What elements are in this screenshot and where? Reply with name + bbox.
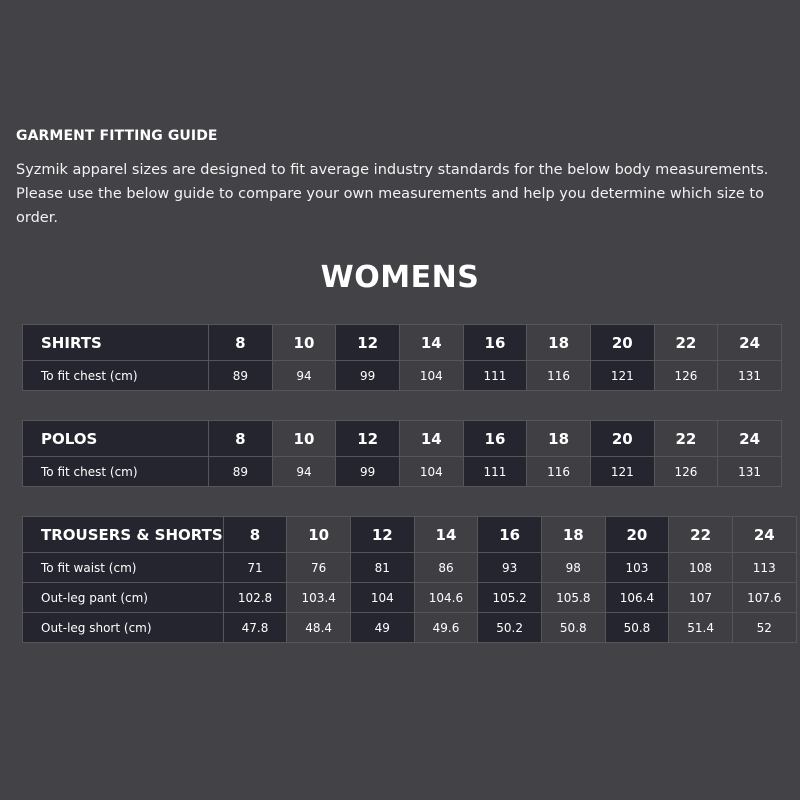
- size-table: [22, 420, 782, 487]
- size-header-cell: 12: [336, 325, 400, 361]
- guide-intro-text: Syzmik apparel sizes are designed to fit average industry standards for the below body measurements. Please use the below guide to compare your own measurements and help you determine which size to order.: [16, 162, 769, 226]
- measurement-value-cell: 103: [605, 553, 669, 583]
- measurement-label: Out-leg short (cm): [23, 613, 224, 643]
- measurement-value-cell: 116: [527, 361, 591, 391]
- measurement-label: To fit chest (cm): [23, 361, 209, 391]
- table-row: [23, 457, 782, 487]
- measurement-value-cell: 104: [350, 583, 414, 613]
- size-header-cell: 20: [590, 325, 654, 361]
- size-table: [22, 324, 782, 391]
- measurement-value-cell: 131: [718, 457, 782, 487]
- measurement-value-cell: 81: [350, 553, 414, 583]
- table-title: SHIRTS: [23, 325, 209, 361]
- measurement-value-cell: 108: [669, 553, 733, 583]
- table-title: TROUSERS & SHORTS: [23, 517, 224, 553]
- section-title-womens: WOMENS: [320, 260, 480, 295]
- measurement-value-cell: 49: [350, 613, 414, 643]
- size-header-cell: 18: [541, 517, 605, 553]
- table-header-row: [23, 517, 797, 553]
- size-header-cell: 8: [209, 421, 273, 457]
- measurement-value-cell: 76: [287, 553, 351, 583]
- size-header-cell: 8: [209, 325, 273, 361]
- size-header-cell: 16: [478, 517, 542, 553]
- table-title: POLOS: [23, 421, 209, 457]
- measurement-value-cell: 52: [732, 613, 796, 643]
- measurement-value-cell: 50.2: [478, 613, 542, 643]
- measurement-value-cell: 49.6: [414, 613, 478, 643]
- table-row: [23, 361, 782, 391]
- measurement-value-cell: 121: [590, 457, 654, 487]
- size-table: [22, 516, 797, 643]
- measurement-value-cell: 106.4: [605, 583, 669, 613]
- size-header-cell: 10: [272, 421, 336, 457]
- measurement-value-cell: 121: [590, 361, 654, 391]
- size-header-cell: 10: [272, 325, 336, 361]
- measurement-label: To fit chest (cm): [23, 457, 209, 487]
- size-header-cell: 18: [527, 421, 591, 457]
- size-header-cell: 8: [223, 517, 287, 553]
- size-header-cell: 16: [463, 421, 527, 457]
- guide-title: GARMENT FITTING GUIDE: [16, 128, 218, 144]
- measurement-value-cell: 105.2: [478, 583, 542, 613]
- measurement-value-cell: 99: [336, 361, 400, 391]
- size-header-cell: 14: [399, 325, 463, 361]
- size-header-cell: 20: [605, 517, 669, 553]
- measurement-value-cell: 89: [209, 457, 273, 487]
- size-header-cell: 24: [718, 421, 782, 457]
- measurement-value-cell: 111: [463, 457, 527, 487]
- size-header-cell: 22: [654, 325, 718, 361]
- table-header-row: [23, 325, 782, 361]
- measurement-value-cell: 50.8: [541, 613, 605, 643]
- table-header-row: [23, 421, 782, 457]
- measurement-value-cell: 105.8: [541, 583, 605, 613]
- size-header-cell: 12: [336, 421, 400, 457]
- size-header-cell: 14: [414, 517, 478, 553]
- size-header-cell: 24: [732, 517, 796, 553]
- measurement-value-cell: 98: [541, 553, 605, 583]
- measurement-value-cell: 126: [654, 361, 718, 391]
- size-header-cell: 10: [287, 517, 351, 553]
- measurement-label: Out-leg pant (cm): [23, 583, 224, 613]
- measurement-value-cell: 104.6: [414, 583, 478, 613]
- measurement-value-cell: 71: [223, 553, 287, 583]
- measurement-value-cell: 102.8: [223, 583, 287, 613]
- measurement-value-cell: 113: [732, 553, 796, 583]
- measurement-value-cell: 111: [463, 361, 527, 391]
- table-row: [23, 613, 797, 643]
- measurement-value-cell: 47.8: [223, 613, 287, 643]
- measurement-value-cell: 93: [478, 553, 542, 583]
- table-row: [23, 583, 797, 613]
- measurement-value-cell: 104: [399, 361, 463, 391]
- measurement-value-cell: 103.4: [287, 583, 351, 613]
- size-header-cell: 22: [669, 517, 733, 553]
- size-header-cell: 14: [399, 421, 463, 457]
- size-header-cell: 16: [463, 325, 527, 361]
- measurement-value-cell: 131: [718, 361, 782, 391]
- measurement-value-cell: 99: [336, 457, 400, 487]
- measurement-value-cell: 89: [209, 361, 273, 391]
- measurement-value-cell: 94: [272, 361, 336, 391]
- size-header-cell: 18: [527, 325, 591, 361]
- size-header-cell: 12: [350, 517, 414, 553]
- measurement-value-cell: 48.4: [287, 613, 351, 643]
- measurement-value-cell: 86: [414, 553, 478, 583]
- measurement-value-cell: 104: [399, 457, 463, 487]
- size-header-cell: 20: [590, 421, 654, 457]
- measurement-value-cell: 50.8: [605, 613, 669, 643]
- measurement-value-cell: 51.4: [669, 613, 733, 643]
- size-header-cell: 22: [654, 421, 718, 457]
- measurement-value-cell: 116: [527, 457, 591, 487]
- measurement-value-cell: 107: [669, 583, 733, 613]
- measurement-value-cell: 126: [654, 457, 718, 487]
- measurement-label: To fit waist (cm): [23, 553, 224, 583]
- table-row: [23, 553, 797, 583]
- size-header-cell: 24: [718, 325, 782, 361]
- measurement-value-cell: 107.6: [732, 583, 796, 613]
- measurement-value-cell: 94: [272, 457, 336, 487]
